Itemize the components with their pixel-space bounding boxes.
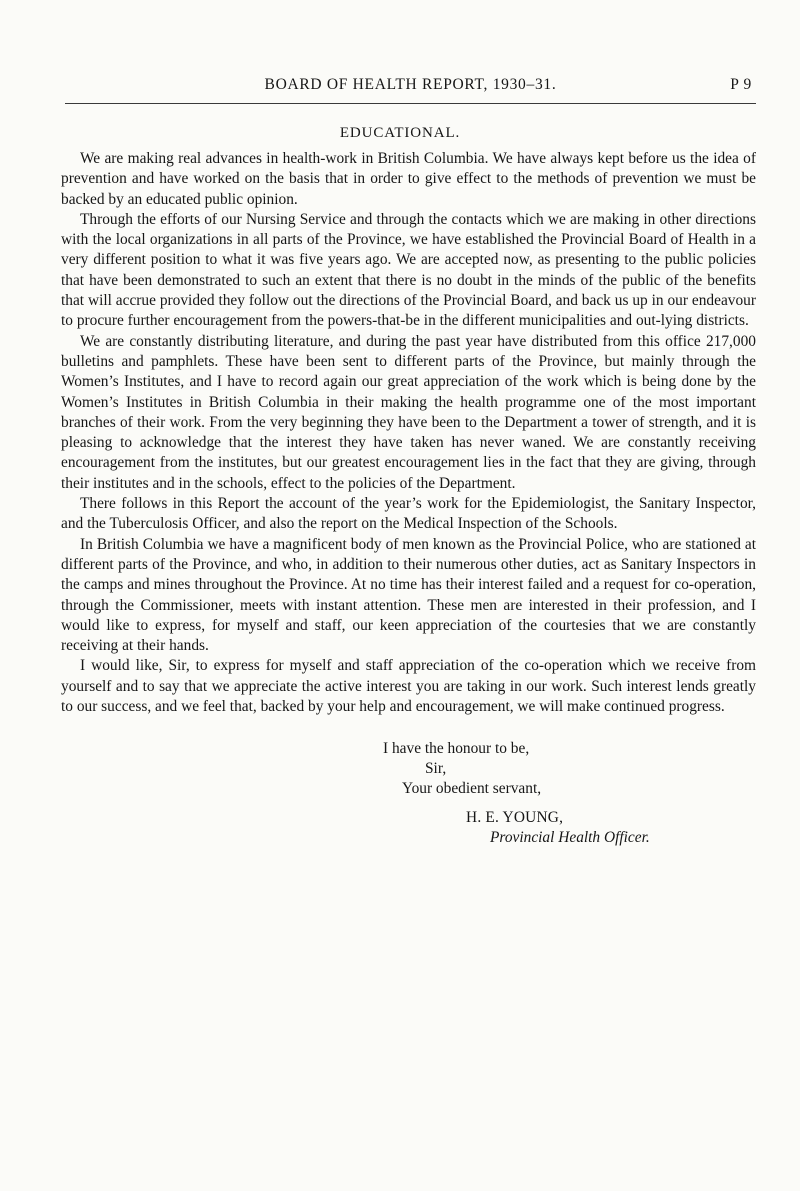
paragraph-5: In British Columbia we have a magnificent body of men known as the Provincial Police, who are stationed at different parts of the Province, and who, in addition to their numerous other duties, act as Sanitary Inspectors in the camps and mines throughout the Province. At no time has their interest failed and a request for co-operation, through the Commissioner, meets with instant attention. These men are interested in their profession, and I would like to express, for myself and staff, our keen appreciation of the courtesies that we are constantly receiving at their hands. — [61, 535, 756, 655]
paragraph-4: There follows in this Report the account of the year’s work for the Epidemiologist, the Sanitary Inspector, and the Tuberculosis Officer, and also the report on the Medical Inspection of the Schools. — [61, 495, 756, 533]
body-text — [61, 149, 756, 717]
closing-honour-line: I have the honour to be, — [383, 740, 530, 757]
header-rule — [65, 103, 756, 104]
paragraph-1: We are making real advances in health-work in British Columbia. We have always kept before us the idea of prevention and have worked on the basis that in order to give effect to the methods of prevention we must be backed by an educated public opinion. — [61, 150, 756, 208]
page-number: P 9 — [730, 76, 752, 93]
running-head-title: BOARD OF HEALTH REPORT, 1930–31. — [264, 76, 557, 93]
signature-name: H. E. YOUNG, — [466, 809, 564, 826]
signature-title: Provincial Health Officer. — [490, 829, 650, 846]
paragraph-6: I would like, Sir, to express for myself and staff appreciation of the co-operation which we receive from yourself and to say that we appreciate the active interest you are taking in our work. Such interest lends greatly to our success, and we feel that, backed by your help and encouragement, we will make continued progress. — [61, 657, 756, 716]
closing-sir-line: Sir, — [425, 760, 447, 777]
running-head — [65, 76, 756, 98]
closing-servant-line: Your obedient servant, — [402, 780, 542, 797]
paragraph-2: Through the efforts of our Nursing Service and through the contacts which we are making in other directions with the local organizations in all parts of the Province, we have established the Provincial Board of Health in a very different position to what it was five years ago. We are accepted now, as presenting to the public policies that have been demonstrated to such an extent that there is no doubt in the minds of the public of the benefits that will accrue provided they follow out the directions of the Provincial Board, and back us up in our endeavour to procure further encouragement from the powers-that-be in the different municipalities and out-lying districts. — [61, 210, 756, 330]
section-title: EDUCATIONAL. — [339, 125, 461, 141]
paragraph-3: We are constantly distributing literature, and during the past year have distributed from this office 217,000 bulletins and pamphlets. These have been sent to different parts of the Province, but mainly through the Women’s Institutes, and I have to record again our great appreciation of the work which is being done by the Women’s Institutes in British Columbia in their making the health programme one of the most important branches of their work. From the very beginning they have been to the Department a tower of strength, and it is pleasing to acknowledge that the interest they have taken has never waned. We are constantly receiving encouragement from the institutes, but our greatest encouragement lies in the fact that they are giving, through their institutes and in the schools, effect to the policies of the Department. — [61, 332, 756, 492]
